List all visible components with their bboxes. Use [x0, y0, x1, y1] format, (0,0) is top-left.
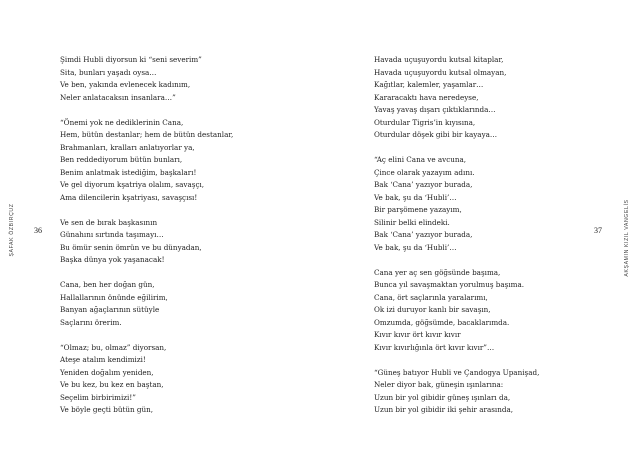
poem-line: Bunca yıl savaşmaktan yorulmuş başıma. [374, 280, 525, 289]
poem-line: Çince olarak yazayım adını. [374, 167, 475, 177]
poem-line: Şimdi Hubli diyorsun ki “seni severim” [60, 55, 202, 64]
poem-line: Banyan ağaçlarının sütüyle [60, 305, 160, 314]
poem-line: Ve bu kez, bu kez en baştan, [60, 380, 164, 389]
poem-line: Kıvır kıvırlığınla ört kıvır kıvır”… [374, 342, 495, 352]
right-page-text [374, 54, 539, 429]
poem-line: “Olmaz; bu, olmaz” diyorsan, [60, 342, 167, 352]
poem-line: Ve sen de bırak başkasının [60, 217, 158, 227]
poem-line: “Aç elini Cana ve avcuna, [374, 155, 467, 164]
poem-line: Uzun bir yol gibidir güneş ışınları da, [374, 392, 511, 402]
poem-line: Oturdular döşek gibi bir kayaya… [374, 130, 498, 139]
poem-line: Sita, bunları yaşadı oysa… [60, 67, 157, 77]
stanza [60, 342, 233, 417]
stanza [60, 217, 233, 267]
poem-line: Hem, bütün destanlar; hem de bütün destanlar, [60, 130, 234, 139]
poem-line: Bak ‘Cana’ yazıyor burada, [374, 180, 473, 189]
poem-line: Yavaş yavaş dışarı çıktıklarında… [374, 105, 496, 114]
poem-line: Omzumda, göğsümde, bacaklarımda. [374, 317, 510, 327]
poem-line: Ve bak, şu da ‘Hubli’… [374, 192, 457, 202]
poem-line: Cana yer aç sen göğsünde başıma, [374, 267, 501, 277]
stanza [374, 267, 539, 355]
poem-line: Kıvır kıvır ört kıvır kıvır [374, 330, 461, 339]
poem-line: Neler anlatacaksın insanlara…” [60, 92, 176, 102]
right-running-head: AKŞAMIN KIZIL VANGELİS [624, 199, 630, 277]
poem-line: Kararacaktı hava neredeyse, [374, 92, 479, 102]
poem-line: Silinir belki elindeki. [374, 217, 450, 227]
poem-line: Brahmanları, kralları anlatıyorlar ya, [60, 142, 195, 152]
poem-line: Ve böyle geçti bütün gün, [60, 405, 154, 414]
poem-line: Ben reddediyorum bütün bunları, [60, 155, 183, 164]
poem-line: Ok izi duruyor kanlı bir savaşın, [374, 305, 491, 314]
poem-line: Başka dünya yok yaşanacak! [60, 255, 165, 264]
poem-line: Günahını sırtında taşımayı… [60, 230, 164, 239]
poem-line: Benim anlatmak istediğim, başkaları! [60, 167, 197, 177]
left-running-head: ŞAFAK ÖZBIRÇUZ [9, 203, 15, 257]
left-page-number: 36 [34, 226, 42, 235]
poem-line: Cana, ben her doğan gün, [60, 280, 155, 289]
poem-line: “Güneş batıyor Hubli ve Çandogya Upanişad, [374, 367, 540, 377]
poem-line: Oturdular Tigris’in kıyısına, [374, 117, 476, 127]
poem-line: Ve bak, şu da ‘Hubli’… [374, 242, 457, 252]
poem-line: Bu ömür senin ömrün ve bu dünyadan, [60, 242, 202, 252]
poem-line: Ama dilencilerin kşatriyası, savaşçısı! [60, 192, 198, 202]
poem-line: Seçelim birbirimizi!” [60, 392, 136, 402]
poem-line: Ateşe atalım kendimizi! [60, 355, 146, 364]
poem-line: Hallallarının önünde eğilirim, [60, 292, 168, 302]
stanza [60, 117, 233, 205]
poem-line: Yeniden doğalım yeniden, [60, 367, 154, 377]
poem-line: Ve gel diyorum kşatriya olalım, savaşçı, [60, 180, 205, 189]
stanza [374, 154, 539, 254]
poem-line: Ve ben, yakında evlenecek kadınım, [60, 80, 191, 89]
poem-line: Havada uçuşuyordu kutsal olmayan, [374, 67, 507, 77]
stanza [374, 54, 539, 142]
left-page-text [60, 54, 233, 429]
stanza [60, 279, 233, 329]
poem-line: Kağıtlar, kalemler, yaşamlar… [374, 80, 484, 89]
poem-line: Havada uçuşuyordu kutsal kitaplar, [374, 55, 504, 64]
right-page-number: 37 [594, 226, 602, 235]
poem-line: Saçlarını örerim. [60, 317, 122, 327]
poem-line: Cana, ört saçlarınla yaralarımı, [374, 292, 488, 302]
poem-line: “Önemi yok ne dediklerinin Cana, [60, 117, 184, 127]
stanza [374, 367, 539, 417]
poem-line: Uzun bir yol gibidir iki şehir arasında, [374, 405, 514, 414]
stanza [60, 54, 233, 104]
poem-line: Bak ‘Cana’ yazıyor burada, [374, 230, 473, 239]
poem-line: Bir parşömene yazayım, [374, 205, 462, 214]
poem-line: Neler diyor bak, güneşin ışınlarına: [374, 380, 504, 389]
